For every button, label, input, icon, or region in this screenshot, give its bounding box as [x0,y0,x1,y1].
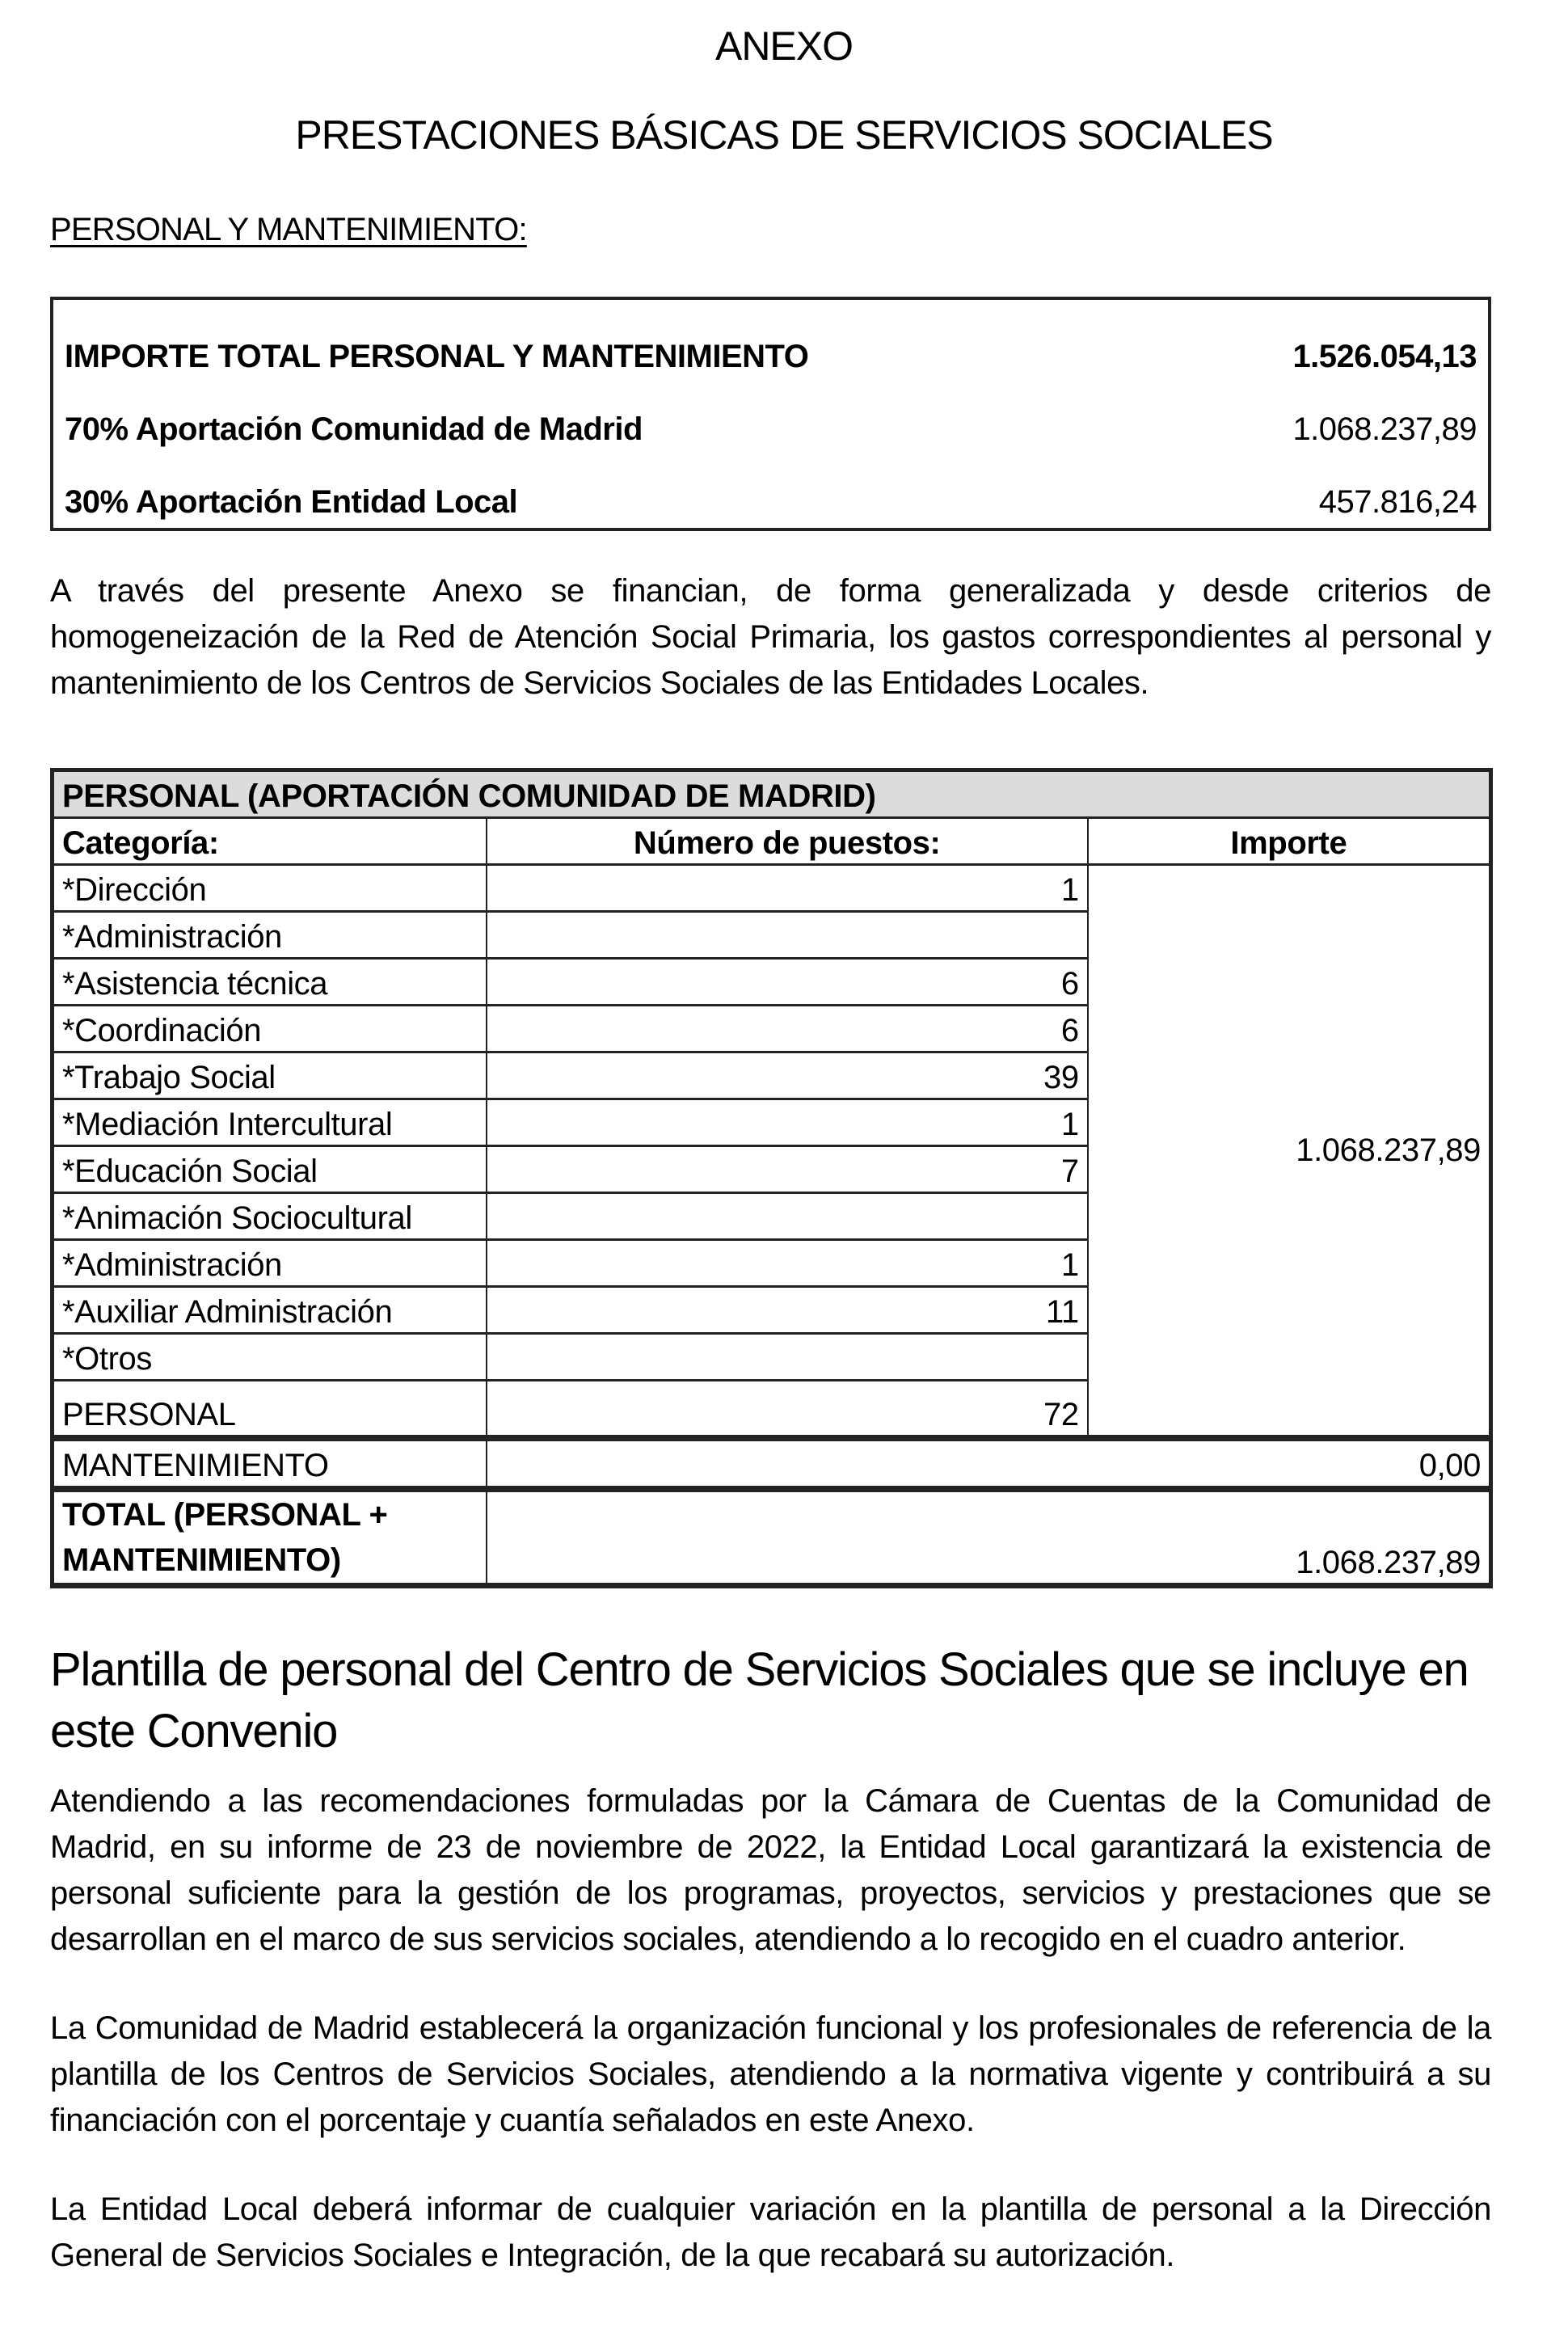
positions-cell: 6 [487,1006,1088,1052]
table-row-mantenimiento [53,1438,1491,1489]
summary-value: 1.526.054,13 [1292,339,1477,374]
total-label [53,1489,487,1586]
positions-cell [487,1334,1088,1381]
page-title: ANEXO [714,23,854,69]
summary-value: 1.068.237,89 [1292,411,1477,447]
intro-paragraph: A través del presente Anexo se financian, de forma generalizada y desde criterios de homogeneización de la Red de Atención Social Primaria, los gastos correspondientes al personal y mantenimiento de los Centros de Servicios Sociales de las Entidades Locales. [50,573,1491,701]
positions-cell [487,1193,1088,1240]
table-header-row [53,818,1491,865]
summary-value: 457.816,24 [1318,484,1477,520]
personal-positions-total: 72 [487,1381,1088,1439]
positions-cell: 1 [487,1240,1088,1287]
positions-cell [487,912,1088,959]
category-cell: *Trabajo Social [53,1052,487,1099]
plantilla-paragraph-2: La Comunidad de Madrid establecerá la organización funcional y los profesionales de referencia de la plantilla de los Centros de Servicios Sociales, atendiendo a la normativa vigente y contribuirá a su financiación con el porcentaje y cuantía señalados en este Anexo. [50,2010,1491,2138]
page-subtitle: PRESTACIONES BÁSICAS DE SERVICIOS SOCIALES [295,112,1273,158]
category-cell: *Mediación Intercultural [53,1099,487,1146]
summary-box [50,297,1491,531]
col-header-importe: Importe [1088,818,1491,865]
summary-label: 30% Aportación Entidad Local [65,484,518,520]
category-cell: *Administración [53,912,487,959]
table-title: PERSONAL (APORTACIÓN COMUNIDAD DE MADRID) [53,770,1491,818]
plantilla-paragraph-1: Atendiendo a las recomendaciones formuladas por la Cámara de Cuentas de la Comunidad de Madrid, en su informe de 23 de noviembre de 2022, la Entidad Local garantizará la existencia de personal suficiente para la gestión de los programas, proyectos, servicios y prestaciones que se desarrollan en el marco de sus servicios sociales, atendiendo a lo recogido en el cuadro anterior. [50,1783,1491,1957]
mantenimiento-value: 0,00 [487,1438,1491,1489]
summary-row-entidad [65,484,1477,521]
col-header-puestos: Número de puestos: [487,818,1088,865]
positions-cell: 6 [487,959,1088,1006]
category-cell: *Administración [53,1240,487,1287]
positions-cell: 1 [487,1099,1088,1146]
col-header-categoria: Categoría: [53,818,487,865]
category-cell: *Auxiliar Administración [53,1287,487,1334]
table-row-total [53,1489,1491,1586]
category-cell: *Asistencia técnica [53,959,487,1006]
positions-cell: 1 [487,865,1088,912]
positions-cell: 39 [487,1052,1088,1099]
total-label-line2: MANTENIMIENTO) [62,1542,341,1578]
summary-row-total [65,339,1477,375]
table-row [53,865,1491,912]
positions-cell: 11 [487,1287,1088,1334]
category-cell: *Coordinación [53,1006,487,1052]
plantilla-heading: Plantilla de personal del Centro de Servicios Sociales que se incluye en este Convenio [50,1643,1469,1757]
summary-row-comunidad [65,411,1477,448]
table-title-row [53,770,1491,818]
total-label-line1: TOTAL (PERSONAL + [62,1497,388,1533]
plantilla-paragraph-3: La Entidad Local deberá informar de cualquier variación en la plantilla de personal a la Dirección General de Servicios Sociales e Integración, de la que recabará su autorización. [50,2191,1491,2273]
positions-cell: 7 [487,1146,1088,1193]
section-heading-personal-mantenimiento: PERSONAL Y MANTENIMIENTO: [50,212,527,247]
category-cell: *Otros [53,1334,487,1381]
category-cell: *Educación Social [53,1146,487,1193]
summary-label: 70% Aportación Comunidad de Madrid [65,411,643,447]
summary-label: IMPORTE TOTAL PERSONAL Y MANTENIMIENTO [65,339,809,374]
personal-table [50,768,1493,1588]
importe-personal-cell: 1.068.237,89 [1088,865,1491,1439]
category-cell: *Dirección [53,865,487,912]
category-cell: *Animación Sociocultural [53,1193,487,1240]
total-value: 1.068.237,89 [487,1489,1491,1586]
personal-label: PERSONAL [53,1381,487,1439]
mantenimiento-label: MANTENIMIENTO [53,1438,487,1489]
